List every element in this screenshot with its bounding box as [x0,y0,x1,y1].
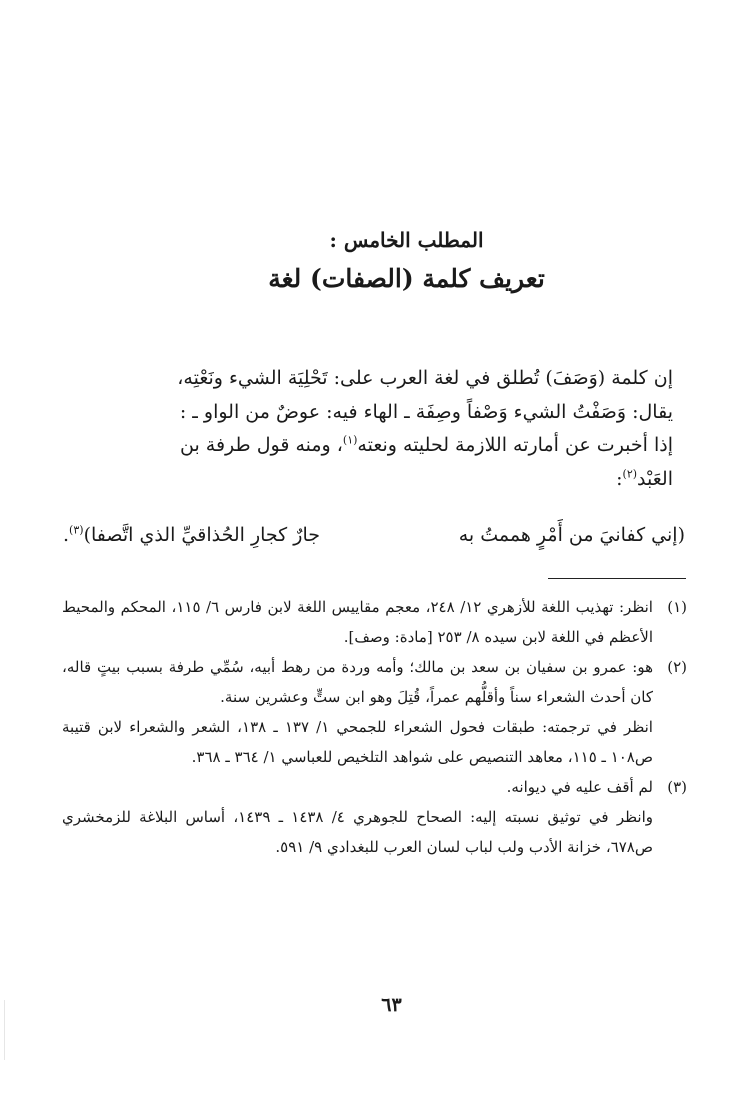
body-line-1: إن كلمة (وَصَفَ) تُطلق في لغة العرب على: تَحْلِيَة الشيء ونَعْتِه، [177,367,673,389]
section-label: المطلب الخامس : [329,228,484,252]
footnote-text: هو: عمرو بن سفيان بن سعد بن مالك؛ وأمه وردة من رهط أبيه، سُمِّي طرفة بسبب بيتٍ قاله، كان أحدث الشعراء سناً وأقلُّهم عمراً، قُتِلَ وهو ابن ستٍّ وعشرين سنة. [62,658,653,706]
section-title: تعريف كلمة (الصفات) لغة [268,264,545,293]
footnote-number: (١) [667,598,687,616]
verse-second-hemistich [63,524,320,546]
footnote-3 [62,772,687,862]
footnote-ref-1: (١) [342,433,358,447]
footnote-ref-3: (٣) [69,523,84,537]
body-line-4-end: : [616,467,623,490]
verse-end-mark: . [63,524,70,546]
footnote-text: انظر في ترجمته: طبقات فحول الشعراء للجمحي ١/ ١٣٧ ـ ١٣٨، الشعر والشعراء لابن قتيبة ص١٠٨ ـ ١١٥، معاهد التنصيص على شواهد التلخيص للعباسي ١/ ٣٦٤ ـ ٣٦٨. [62,718,653,766]
verse-second-hemistich-text: جارٌ كجارِ الحُذاقيِّ الذي اتَّصفا) [83,524,320,546]
body-line-2: يقال: وَصَفْتُ الشيء وَصْفاً وصِفَة ـ الهاء فيه: عوضٌ من الواو ـ : [179,400,673,423]
footnote-1 [62,592,687,652]
footnote-separator [548,578,686,579]
footnote-body [62,592,653,652]
body-paragraph [63,362,673,496]
footnote-2 [62,652,687,772]
footnote-number: (٣) [667,778,687,796]
footnote-text: وانظر في توثيق نسبته إليه: الصحاح للجوهري ٤/ ١٤٣٨ ـ ١٤٣٩، أساس البلاغة للزمخشري ص٦٧٨، خزانة الأدب ولب لباب لسان العرب للبغدادي ٩/ ٥٩١. [62,808,653,856]
footnote-text: انظر: تهذيب اللغة للأزهري ١٢/ ٢٤٨، معجم مقاييس اللغة لابن فارس ٦/ ١١٥، المحكم والمحيط الأعظم في اللغة لابن سيده ٨/ ٢٥٣ [مادة: وصف]. [62,598,653,646]
body-line-3 [63,429,673,463]
body-line-3-start: إذا أخبرت عن أمارته اللازمة لحليته ونعته [357,434,673,456]
poetry-verse [63,524,685,546]
footnote-text: لم أقف عليه في ديوانه. [506,778,653,796]
body-line-3-end: ، ومنه قول طرفة بن [180,434,343,456]
footnote-body [62,772,653,862]
footnote-ref-2: (٢) [622,467,638,481]
footnote-body [62,652,653,772]
scan-edge-mark [4,1000,5,1060]
body-line-4-start: العَبْد [637,467,673,490]
footnote-number: (٢) [667,658,687,676]
verse-first-hemistich: (إني كفانيَ من أَمْرٍ هممتُ به [458,524,685,546]
page-number: ٦٣ [381,994,402,1016]
body-line-4 [63,463,673,497]
footnotes [62,592,687,862]
